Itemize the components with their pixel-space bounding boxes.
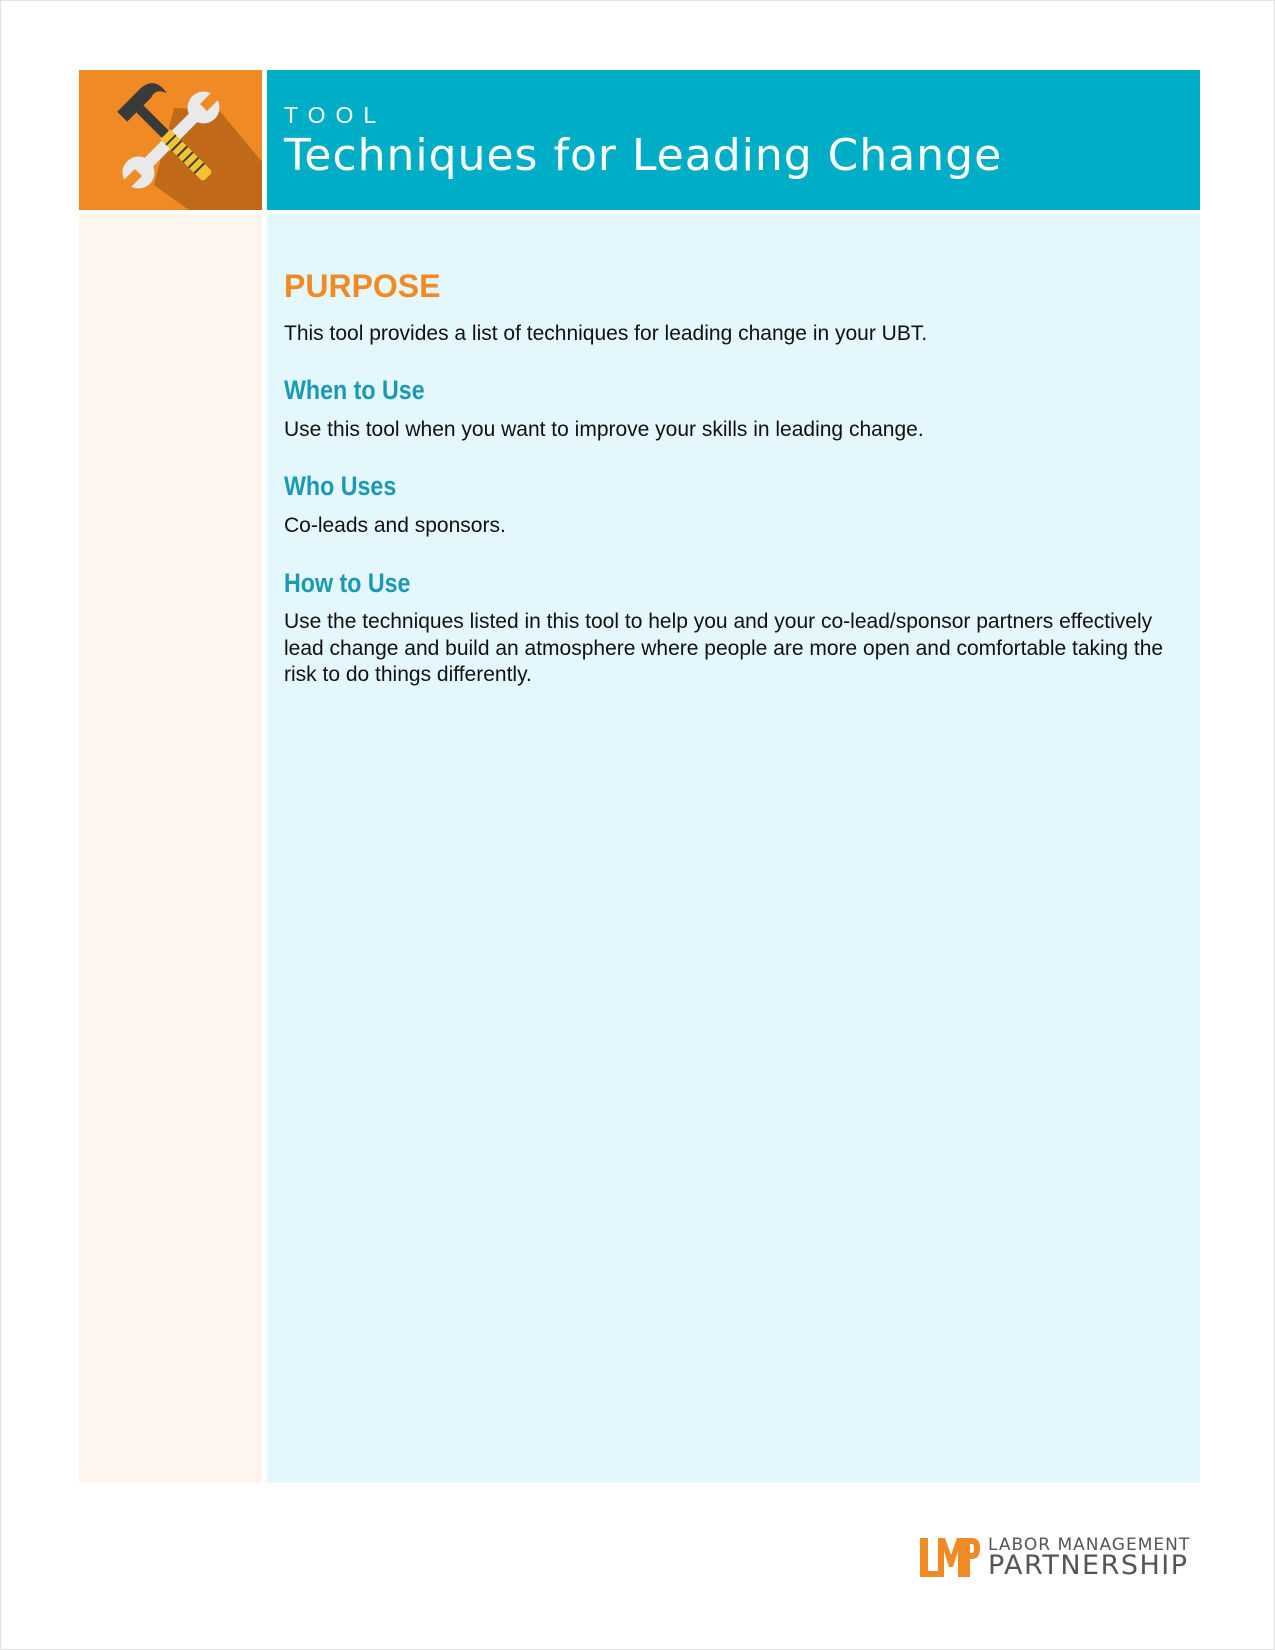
header-kicker: TOOL: [284, 102, 387, 128]
section-heading: When to Use: [284, 375, 425, 406]
section-how-to-use: [284, 567, 1164, 689]
lmp-logo: [918, 1535, 1203, 1580]
section-when-to-use: [284, 374, 1164, 443]
logo-line-2: PARTNERSHIP: [988, 1550, 1189, 1581]
section-text: Use the techniques listed in this tool to help you and your co-lead/sponsor partners effectively lead change and build an atmosphere where people are more open and comfortable taking the risk to do things differently.: [284, 609, 1164, 687]
sidebar-column: [79, 214, 262, 1483]
section-who-uses: [284, 470, 1164, 539]
header-bar: [267, 70, 1200, 210]
section-text: Co-leads and sponsors.: [284, 513, 506, 537]
page-title: Techniques for Leading Change: [284, 130, 1003, 181]
section-heading: How to Use: [284, 567, 411, 598]
tools-icon: [79, 70, 262, 210]
header-icon-tile: [79, 70, 262, 210]
section-text: Use this tool when you want to improve your skills in leading change.: [284, 417, 924, 441]
content-panel: [267, 214, 1200, 1483]
purpose-heading: PURPOSE: [284, 268, 441, 304]
section-heading: Who Uses: [284, 471, 397, 502]
purpose-text: This tool provides a list of techniques for leading change in your UBT.: [284, 322, 928, 346]
logo-line-1: LABOR MANAGEMENT: [988, 1535, 1191, 1555]
lmp-logo-mark: [918, 1535, 980, 1580]
content-body: [284, 269, 1164, 689]
